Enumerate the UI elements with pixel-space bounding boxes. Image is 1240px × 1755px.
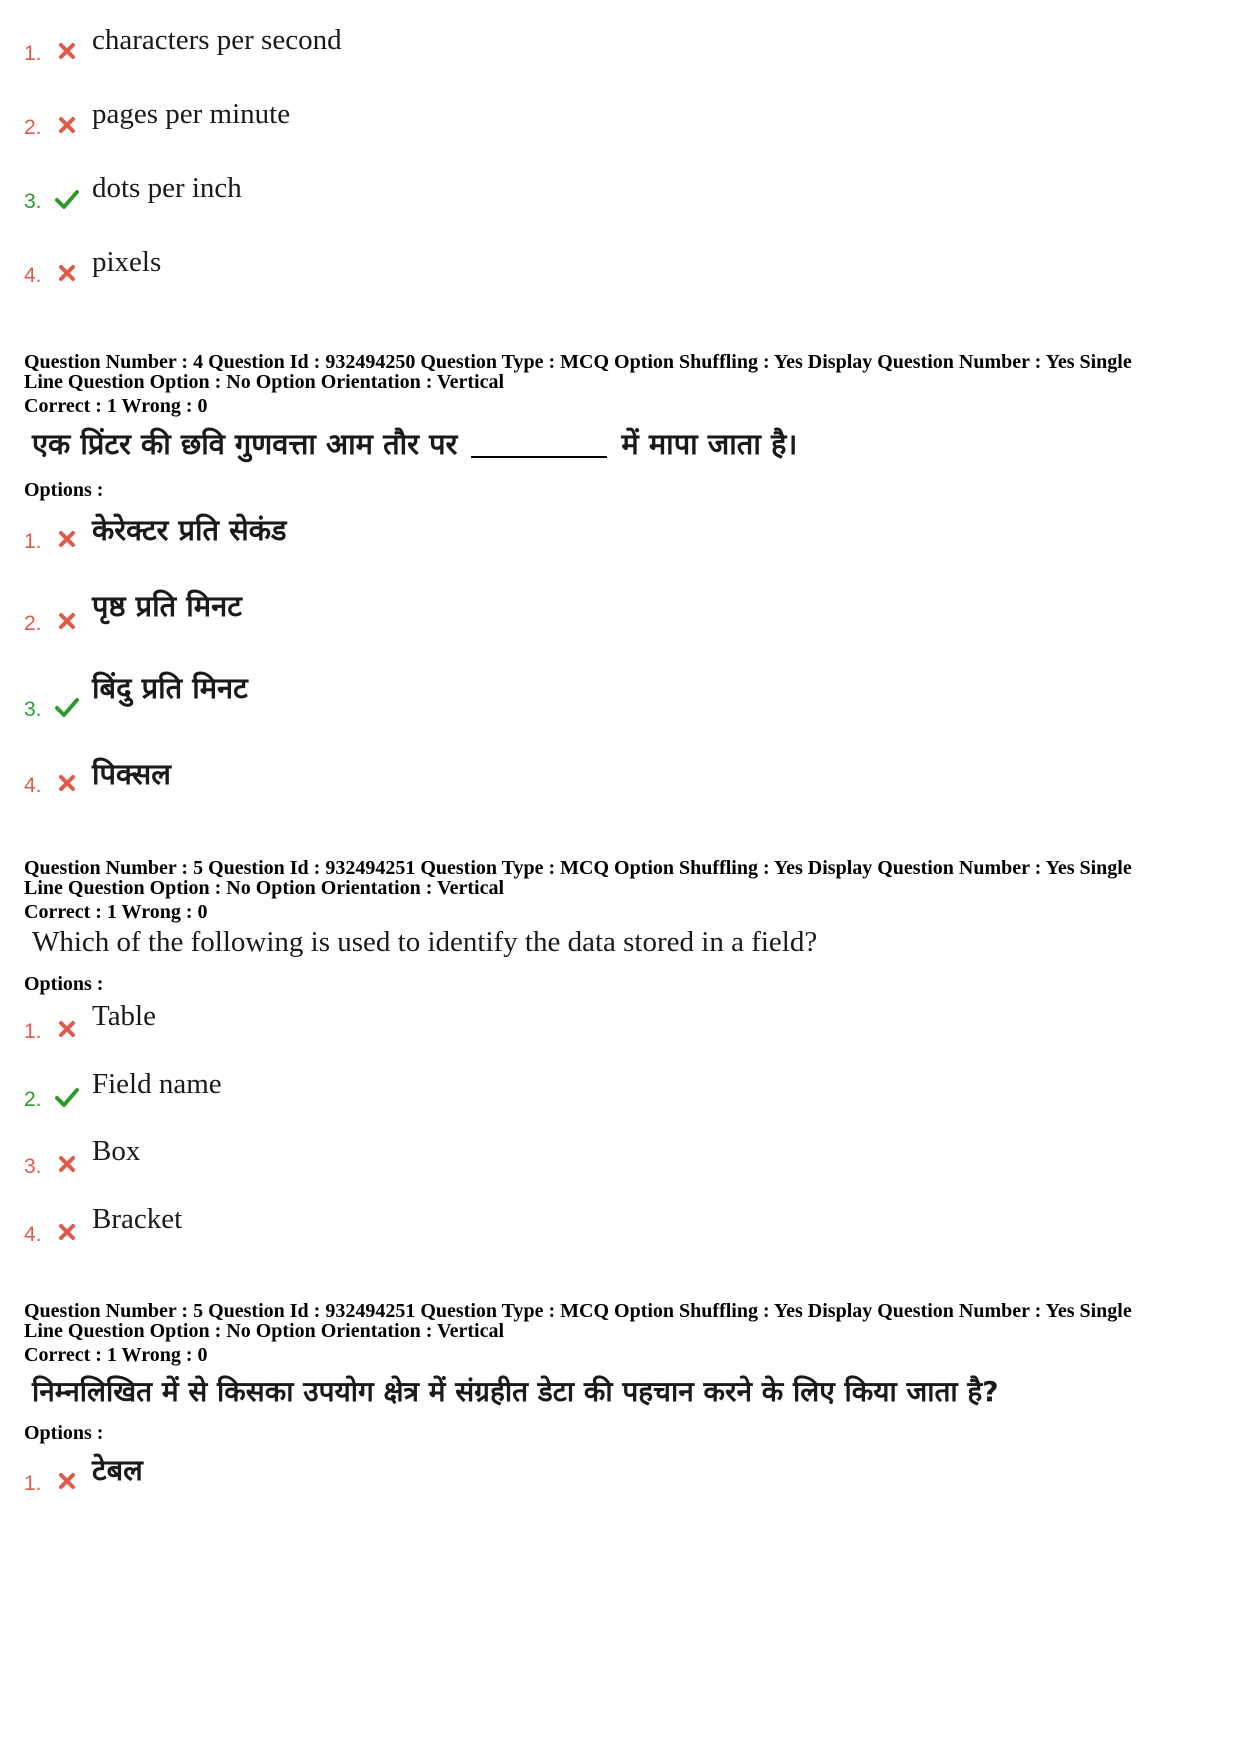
option-number: 3. <box>24 190 42 213</box>
option-text: Box <box>92 1135 141 1167</box>
cross-icon-glyph <box>54 1151 80 1177</box>
cross-icon-glyph <box>54 770 80 796</box>
question-meta-line: Line Question Option : No Option Orientation : Vertical <box>24 877 505 899</box>
question-meta-line: Question Number : 4 Question Id : 932494250 Question Type : MCQ Option Shuffling : Yes Display Question Number : Yes Single <box>24 351 1132 373</box>
options-label: Options : <box>24 479 104 501</box>
cross-icon-glyph <box>54 260 80 286</box>
cross-icon <box>54 1468 80 1494</box>
option-text: पृष्ठ प्रति मिनट <box>92 589 242 623</box>
options-label: Options : <box>24 1422 104 1444</box>
option-number: 1. <box>24 42 42 65</box>
cross-icon <box>54 260 80 286</box>
cross-icon <box>54 526 80 552</box>
question-stem-part: में मापा जाता है। <box>621 427 798 461</box>
cross-icon-glyph <box>54 112 80 138</box>
score-line: Correct : 1 Wrong : 0 <box>24 395 208 417</box>
option-text: Table <box>92 1000 156 1032</box>
question-meta-line: Question Number : 5 Question Id : 932494251 Question Type : MCQ Option Shuffling : Yes Display Question Number : Yes Single <box>24 857 1132 879</box>
option-number: 4. <box>24 1223 42 1246</box>
question-stem <box>32 424 797 463</box>
check-icon <box>54 694 80 720</box>
option-number: 2. <box>24 1088 42 1111</box>
question-meta <box>24 352 1224 392</box>
option-number: 2. <box>24 612 42 635</box>
question-stem-part: एक प्रिंटर की छवि गुणवत्ता आम तौर पर <box>32 427 458 461</box>
fill-blank <box>471 456 607 458</box>
cross-icon <box>54 112 80 138</box>
option-text: pixels <box>92 246 162 278</box>
option-text: केरेक्टर प्रति सेकंड <box>92 513 287 547</box>
option-text: pages per minute <box>92 98 291 130</box>
option-number: 1. <box>24 1472 42 1495</box>
question-meta <box>24 1301 1224 1341</box>
cross-icon <box>54 770 80 796</box>
cross-icon <box>54 38 80 64</box>
score-line: Correct : 1 Wrong : 0 <box>24 901 208 923</box>
cross-icon <box>54 1151 80 1177</box>
score-line: Correct : 1 Wrong : 0 <box>24 1344 208 1366</box>
option-number: 1. <box>24 530 42 553</box>
option-text: पिक्सल <box>92 757 171 791</box>
question-meta-line: Question Number : 5 Question Id : 932494251 Question Type : MCQ Option Shuffling : Yes Display Question Number : Yes Single <box>24 1300 1132 1322</box>
cross-icon-glyph <box>54 1468 80 1494</box>
option-number: 4. <box>24 264 42 287</box>
option-number: 3. <box>24 698 42 721</box>
option-text: dots per inch <box>92 172 242 204</box>
check-icon <box>54 186 80 212</box>
cross-icon-glyph <box>54 1016 80 1042</box>
option-text: Field name <box>92 1068 222 1100</box>
option-number: 1. <box>24 1020 42 1043</box>
option-number: 4. <box>24 774 42 797</box>
option-text: characters per second <box>92 24 342 56</box>
check-icon-glyph <box>54 1084 80 1110</box>
option-number: 2. <box>24 116 42 139</box>
cross-icon-glyph <box>54 608 80 634</box>
option-text: बिंदु प्रति मिनट <box>92 671 248 705</box>
check-icon-glyph <box>54 694 80 720</box>
cross-icon-glyph <box>54 526 80 552</box>
option-text: Bracket <box>92 1203 183 1235</box>
cross-icon <box>54 1016 80 1042</box>
cross-icon <box>54 1219 80 1245</box>
option-number: 3. <box>24 1155 42 1178</box>
question-meta-line: Line Question Option : No Option Orientation : Vertical <box>24 371 505 393</box>
question-meta <box>24 858 1224 898</box>
question-stem: Which of the following is used to identify the data stored in a field? <box>32 926 818 958</box>
question-meta-line: Line Question Option : No Option Orientation : Vertical <box>24 1320 505 1342</box>
option-text: टेबल <box>92 1453 143 1487</box>
check-icon-glyph <box>54 186 80 212</box>
cross-icon <box>54 608 80 634</box>
question-stem: निम्नलिखित में से किसका उपयोग क्षेत्र में संग्रहीत डेटा की पहचान करने के लिए किया जाता है? <box>32 1375 999 1408</box>
cross-icon-glyph <box>54 38 80 64</box>
check-icon <box>54 1084 80 1110</box>
options-label: Options : <box>24 973 104 995</box>
cross-icon-glyph <box>54 1219 80 1245</box>
